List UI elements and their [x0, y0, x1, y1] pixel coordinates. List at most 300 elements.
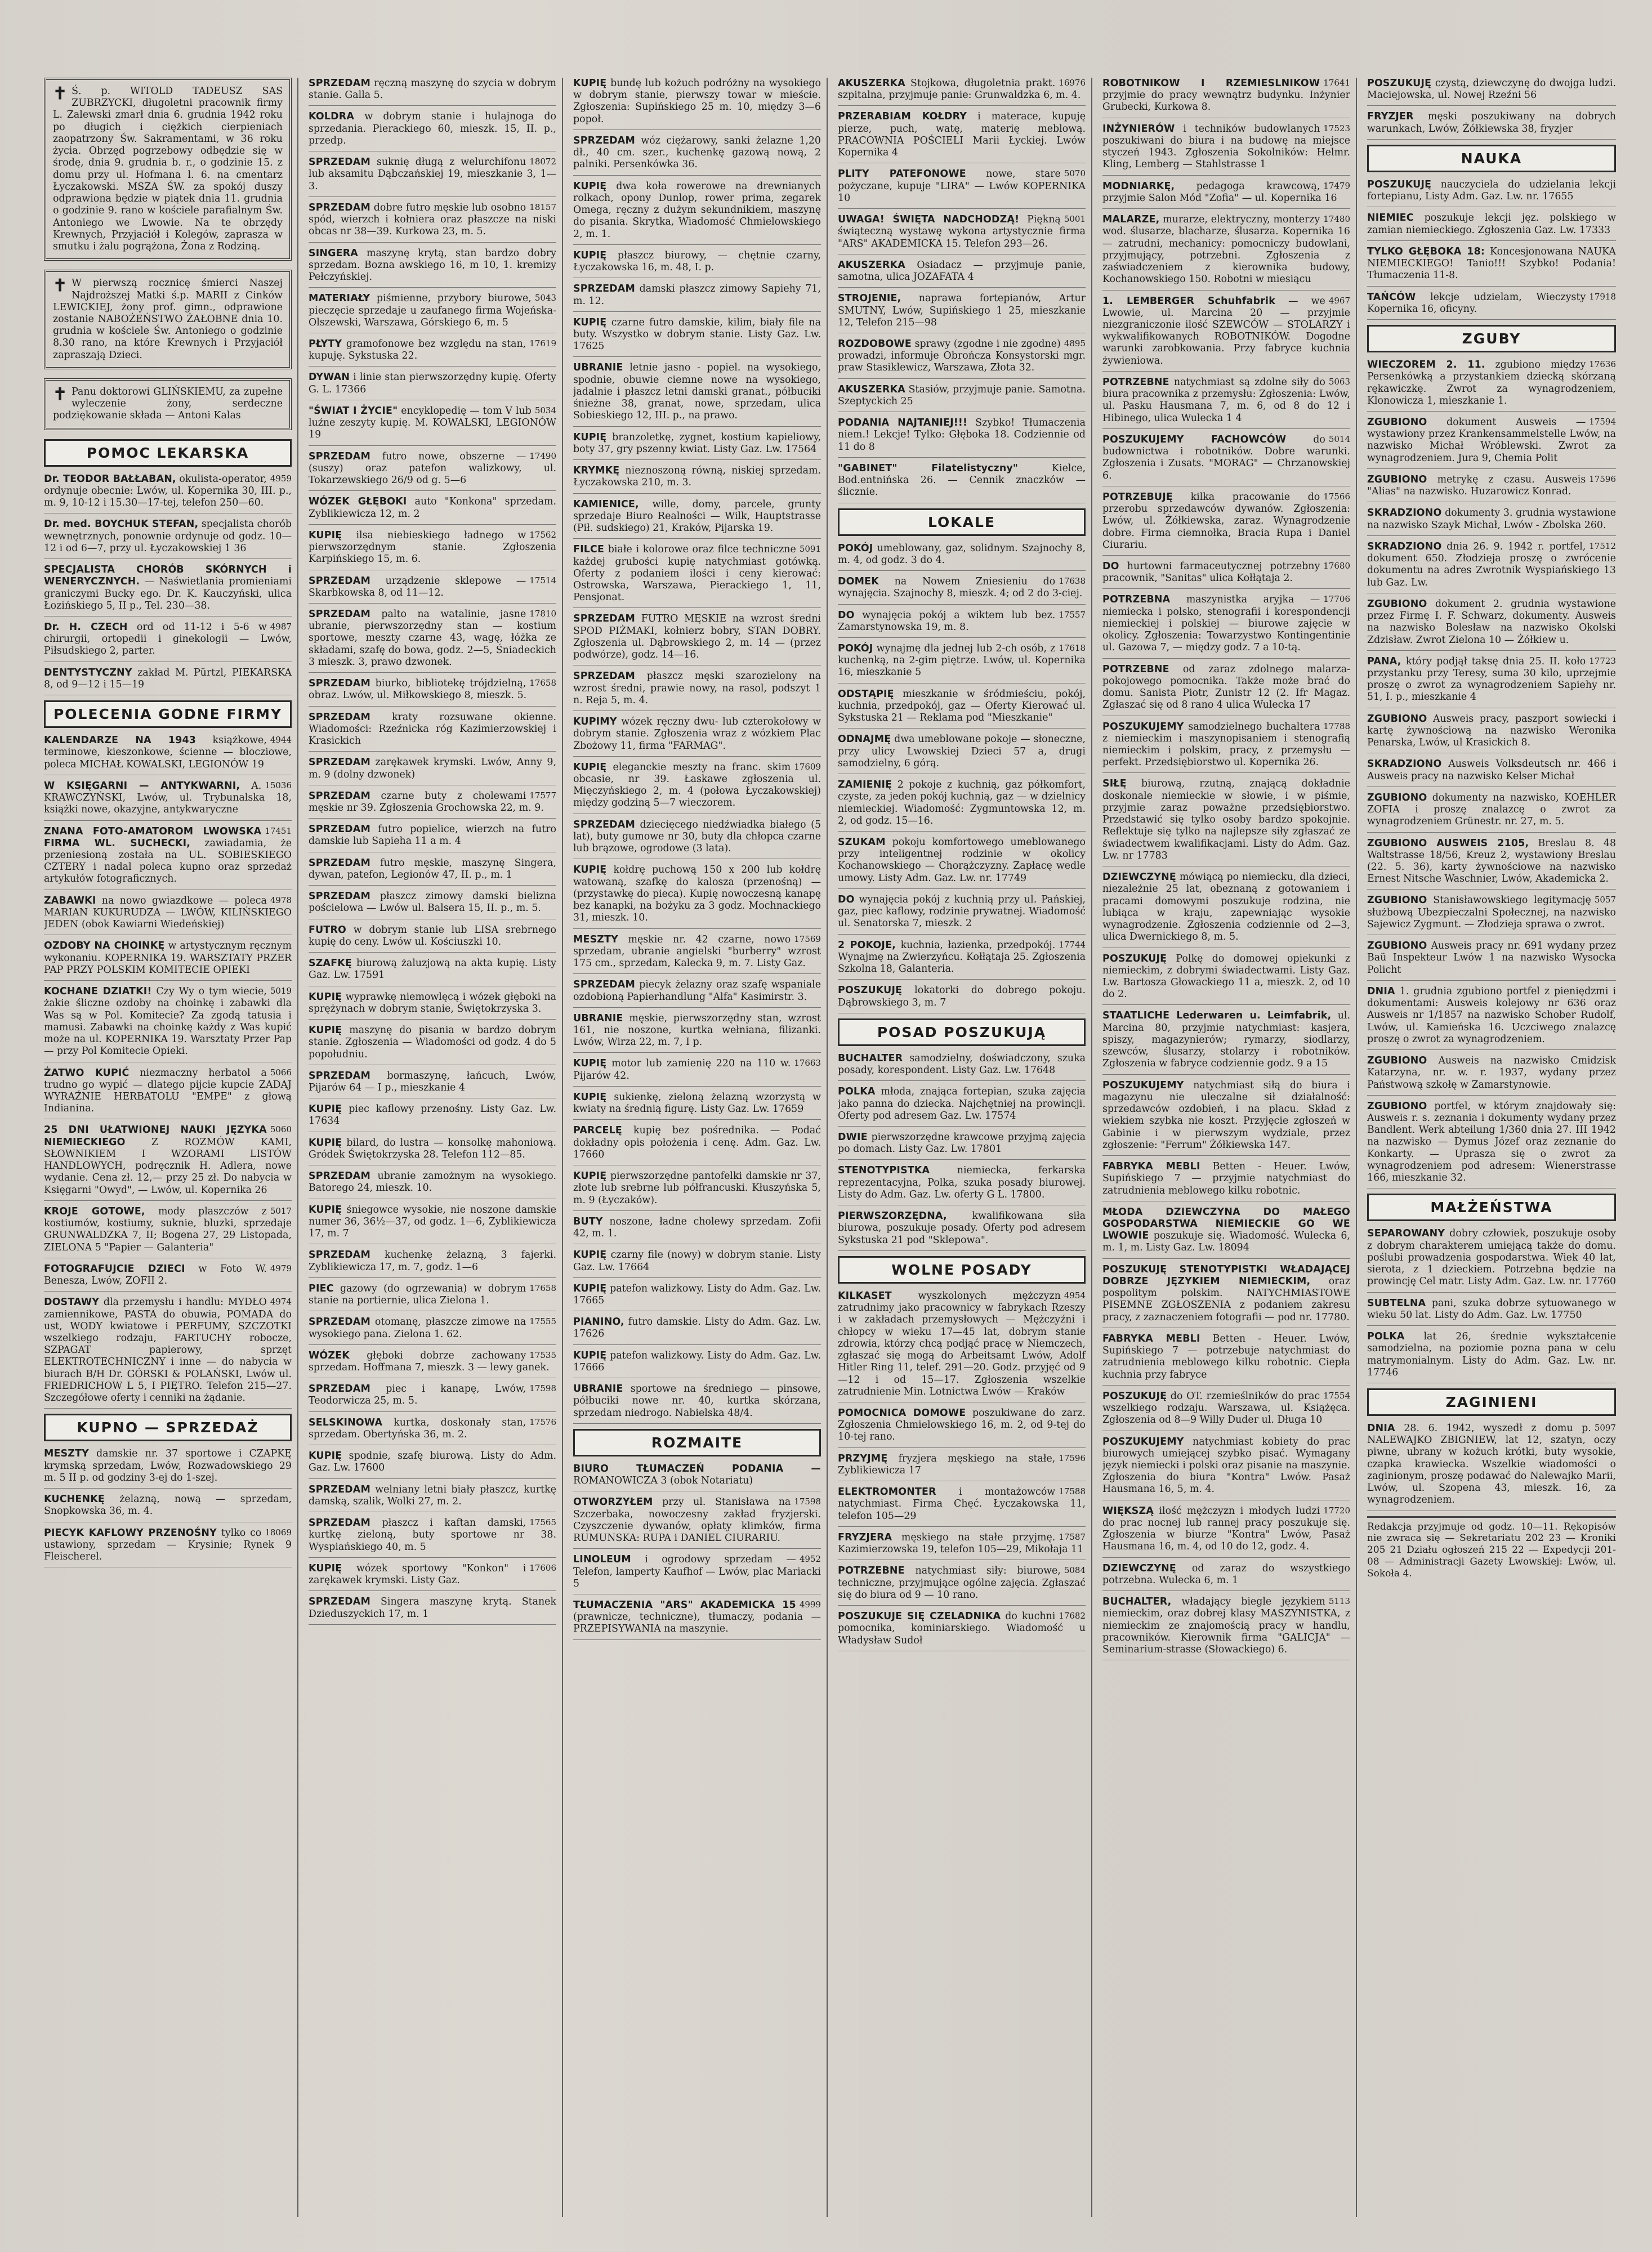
- classified-ad: [1367, 895, 1616, 935]
- classified-ad: [44, 1206, 292, 1258]
- ad-text: od zaraz do wszystkiego potrzebna. Wulecka 6, m. 1: [1102, 1562, 1350, 1586]
- ad-number: 17918: [1589, 291, 1616, 302]
- classified-ad: [838, 1565, 1086, 1606]
- ad-lead: ROZDOBOWE: [838, 338, 912, 350]
- ad-text: branzoletkę, zygnet, kostium kapieliowy, boty 37, gry pszenny kwiat. Listy Gaz. Lw. 17564: [573, 431, 821, 455]
- column-5: [1102, 78, 1357, 2217]
- ad-lead: FABRYKA MEBLI: [1102, 1161, 1200, 1173]
- ad-lead: POSZUKUJE SIĘ CZELADNIKA: [838, 1611, 1001, 1623]
- ad-lead: SPRZEDAM: [309, 711, 370, 723]
- classified-ad: [838, 293, 1086, 333]
- classified-ad: [1102, 1207, 1350, 1259]
- classified-ad: [838, 643, 1086, 683]
- classified-ad: [1102, 778, 1350, 866]
- ad-text: w artystycznym ręcznym wykonaniu. KOPERNIKA 19. WARSZTATY PRZER PAP PRZY POLSKIM KOMITECIE OPIEKI: [44, 940, 292, 976]
- ad-lead: KUPIĘ: [309, 1137, 342, 1149]
- ad-text: głęboki dobrze zachowany sprzedam. Hoffmana 7, mieszk. 3 — lewy ganek.: [309, 1350, 550, 1373]
- classified-ad: [1367, 598, 1616, 651]
- ad-text: wóz ciężarowy, sanki żelazne 1,20 dł., 40 cm. szer., kuchenkę gazową nową, 2 palniki. Persenkówka 36.: [573, 135, 821, 171]
- ad-text: nauczyciela do udzielania lekcji fortepianu, Listy Adm. Gaz. Lw. nr. 17655: [1367, 178, 1617, 203]
- ad-lead: SPRZEDAM: [573, 819, 635, 830]
- classified-ad: [309, 1283, 556, 1311]
- classified-ad: [1367, 292, 1616, 320]
- classified-ad: [309, 1070, 556, 1098]
- classified-ad: [838, 1086, 1086, 1127]
- ad-text: i montażowców natychmiast. Firma Chęć. Łyczakowska 11, telefon 105—29: [838, 1486, 1086, 1522]
- cross-icon: ✝: [53, 276, 68, 296]
- ad-lead: PIEC: [309, 1283, 334, 1294]
- classified-ad: [309, 202, 556, 243]
- ad-text: mówiącą po niemiecku, dla dzieci, niezależnie 25 lat, obeznaną z gotowaniem i pracami domowymi poszukuje rodzina, nie lubiąca w kraju, zapewniając wysokie wynagrodzenie. Zgłoszenia codziennie od 2—3, ulica Dwernickiego 8, m. 5.: [1102, 872, 1351, 943]
- ad-text: dokument Ausweis — wystawiony przez Krankensammelstelle Lwów, na nazwisko Michał Wróblewski. Zwrot za wynagrodzeniem. Jura 9, Chemia Polit: [1367, 416, 1616, 464]
- classified-ad: [573, 1350, 821, 1378]
- ad-lead: ZGUBIONO: [1367, 473, 1427, 485]
- ad-lead: POSZUKUJEMY: [1102, 721, 1184, 732]
- ad-lead: AKUSZERKA: [838, 383, 905, 395]
- ad-lead: ZAMIENIĘ: [838, 779, 892, 791]
- ad-lead: DWIE: [838, 1132, 868, 1143]
- ad-text: wynajęcia pokój a wiktem lub bez. Zamarstynowska 19, m. 8.: [838, 609, 1056, 633]
- ad-text: czarne buty z cholewami męskie nr 39. Zgłoszenia Grochowska 22, m. 9.: [309, 790, 544, 814]
- ad-lead: KILKASET: [838, 1290, 892, 1302]
- ad-text: i ogrodowy sprzedam — Telefon, lamperty Kaufhof — Lwów, plac Mariacki 5: [573, 1554, 821, 1589]
- ad-text: sukienkę, zieloną żelazną wzorzystą w kwiaty na średnią figurę. Listy Gaz. Lw. 17659: [573, 1091, 821, 1115]
- classified-ad: [573, 1383, 821, 1424]
- ad-number: 17636: [1589, 359, 1616, 370]
- ad-lead: SKRADZIONO: [1367, 507, 1442, 519]
- ad-lead: PIANINO,: [573, 1316, 624, 1328]
- ad-text: Szybko! Tłumaczenia niem.! Lekcje! Tylko: Głęboka 18. Codziennie od 11 do 8: [838, 417, 1086, 453]
- ad-lead: WIECZOREM 2. 11.: [1367, 359, 1485, 371]
- ad-lead: POSZUKUJĘ: [1102, 953, 1167, 964]
- ad-text: bilard, do lustra — konsolkę mahoniową. Gródek Świętokrzyska 28. Telefon 112—85.: [309, 1137, 556, 1160]
- classified-ad: [573, 762, 821, 814]
- ad-lead: KUPIĘ: [573, 78, 607, 89]
- ad-number: 17706: [1323, 594, 1350, 605]
- ad-text: ilość mężczyzn i młodych ludzi do prac nocnej lub rannej pracy poszukuje się. Zgłoszenia w biurze "Kontra" Lwów, Pasaż Hausmana 16, m. 4, od 10 do 12, godz. 4.: [1102, 1505, 1350, 1553]
- classified-ad: [1102, 1333, 1350, 1386]
- ad-lead: BUTY: [573, 1216, 603, 1227]
- classified-ad: [309, 1103, 556, 1132]
- ad-lead: SPRZEDAM: [309, 790, 370, 802]
- classified-ad: [1367, 78, 1616, 106]
- column-3: [573, 78, 828, 2217]
- ad-lead: ODSTĄPIĘ: [838, 688, 894, 700]
- ad-lead: KUPIĘ: [573, 1170, 607, 1182]
- obituary-zubrzycki: [44, 78, 292, 261]
- ad-number: 5063: [1328, 376, 1350, 387]
- classified-ad: [1102, 1596, 1350, 1660]
- ad-lead: SPRZEDAM: [309, 1070, 370, 1082]
- classified-ad: [309, 678, 556, 706]
- classified-ad: [1102, 1505, 1350, 1558]
- classified-ad: [1367, 246, 1616, 287]
- ad-lead: FRYZJER: [1367, 111, 1414, 123]
- classified-ad: [838, 168, 1086, 209]
- ad-number: 17658: [529, 1283, 556, 1293]
- ad-lead: PODANIA NAJTANIEJ!!!: [838, 417, 968, 429]
- ad-text: Betten - Heuer. Lwów, Supińskiego 7 — przyjmie natychmiast do zatrudnienia meblowego kilku robotnic.: [1102, 1161, 1350, 1196]
- ad-lead: SPRZEDAM: [309, 450, 370, 462]
- ad-text: białe i kolorowe oraz filce techniczne każdej grubości kupię natychmiast gotówką. Oferty z podaniem ilości i ceny kierować: Ostrowska, Warszawa, Pierackiego 1, 11, Pensjonat.: [573, 544, 821, 604]
- ad-lead: KUPIĘ: [573, 316, 607, 328]
- ad-lead: Dr. H. CZECH: [44, 621, 128, 633]
- ad-text: spodnie, szafę biurową. Listy do Adm. Gaz. Lw. 17600: [309, 1450, 556, 1474]
- ad-lead: POSZUKUJĘ: [1367, 78, 1432, 89]
- ad-lead: POSZUKUJĘ: [1367, 178, 1432, 190]
- ad-text: kilka pracowanie do przerobu sprzedawców dywanów. Zgłoszenia: Lwów, ul. Żółkiewska, zaraz. Wynagrodzenie dobre. Firma ciemnołka, Bracia Rupa i Daniel Ciurariu.: [1102, 491, 1350, 551]
- classified-ad: [838, 985, 1086, 1013]
- classified-ad: [309, 1350, 556, 1378]
- ad-lead: MALARZE,: [1102, 214, 1160, 226]
- ad-number: 5113: [1328, 1596, 1350, 1607]
- ad-number: 17562: [529, 529, 556, 540]
- ad-text: futro męskie, maszynę Singera, dywan, patefon, Legionów 47, II. p., m. 1: [309, 857, 556, 881]
- ad-text: bormaszynę, łańcuch, Lwów, Pijarów 64 — I p., mieszkanie 4: [309, 1070, 556, 1093]
- ad-number: 17682: [1059, 1611, 1086, 1621]
- ad-lead: KOLDRA: [309, 111, 355, 123]
- ad-lead: ODNAJMĘ: [838, 734, 891, 745]
- ad-text: władający biegle językiem niemieckim, oraz dobrej klasy MASZYNISTKA, z niemieckim ze znajomością pracy w handlu, pracowników. Kierownik firma "GALICJA" — Seminarium-strasse (Słowackiego) 6.: [1102, 1596, 1350, 1656]
- ad-text: Ausweis pracy nr. 691 wydany przez Baü Inspekteur Lwów 1 na nazwisko Wysocka Policht: [1367, 940, 1616, 976]
- ad-lead: ŻATWO KUPIĆ: [44, 1067, 130, 1079]
- ad-text: urządzenie sklepowe — Skarbkowska 8, od 11—12.: [309, 575, 526, 598]
- classified-ad: [1367, 359, 1616, 412]
- ad-number: 5091: [799, 544, 821, 555]
- ad-text: maszynę do pisania w bardzo dobrym stanie. Zgłoszenia — Wiadomości od godz. 4 do 5 popołudniu.: [309, 1025, 557, 1060]
- ad-text: eleganckie meszty na franc. skim obcasie, nr 39. Łaskawe zgłoszenia ul. Mięczyńskiego 2, m. 4 (połowa Łyczakowskiej) między godziną 5—7 wieczorem.: [573, 761, 821, 809]
- classified-ad: [1367, 111, 1616, 139]
- ad-number: 4987: [270, 621, 292, 632]
- ad-text: futro damskie. Listy do Adm. Gaz. Lw. 17626: [573, 1316, 821, 1340]
- classified-ad: [309, 338, 556, 367]
- ad-lead: FUTRO: [309, 924, 347, 936]
- ad-number: 5070: [1064, 168, 1086, 179]
- ad-lead: UBRANIE: [573, 1012, 623, 1024]
- column-4: [838, 78, 1092, 2217]
- ad-lead: DNIA: [1367, 1422, 1395, 1434]
- ad-text: biurową, rzutną, znającą dokładnie doskonale niemieckie w słowie, i w piśmie, przyjmie zaraz poważne przedsiębiorstwo. Przedstawić się tylko osoby bardzo spokojnie. Reflektuje się tylko na najlepsze siły zgłaszać ze świadectwem kwalifikacjami. Listy do Adm. Gaz. Lw. nr 17783: [1102, 778, 1350, 861]
- ad-text: Stanisławowskiego legitymację służbową Ubezpieczalni Społecznej, na nazwisko Sajewicz Zygmunt. — Złodzieja sprawa o zwrot.: [1367, 895, 1616, 930]
- ad-text: piśmienne, przybory biurowe, pieczęcie sprzedaje u zaufanego firma Wojeńska-Olszewski, Warszawa, Górskiego 6, m. 5: [309, 293, 556, 328]
- ad-text: zakład M. Pürtzl, PIEKARSKA 8, od 9—12 i 15—19: [44, 667, 292, 690]
- ad-lead: SPRZEDAM: [309, 202, 370, 213]
- classified-ad: [573, 432, 821, 460]
- ad-text: Singera maszynę krytą. Stanek Dzieduszyckich 17, m. 1: [309, 1596, 557, 1620]
- ad-text: przyjmie do pracy wewnątrz budynku. Inżynier Grubecki, Kurkowa 8.: [1102, 90, 1350, 113]
- ad-text: okulista-operator, ordynuje obecnie: Lwów, ul. Kopernika 30, III. p., m. 9, 10-12 i 15.30—17-tej, telefon 250—60.: [44, 473, 292, 509]
- ad-lead: STROJENIE,: [838, 293, 901, 305]
- ad-lead: TYLKO GŁĘBOKA 18:: [1367, 245, 1485, 257]
- classified-ad: [573, 135, 821, 176]
- classified-ad: [573, 1554, 821, 1594]
- heading-lokale: LOKALE: [838, 508, 1086, 536]
- ad-lead: STAATLICHE Lederwaren u. Leimfabrik,: [1102, 1010, 1332, 1022]
- ad-number: 4979: [270, 1263, 292, 1274]
- classified-ad: [44, 1448, 292, 1489]
- classified-ad: [573, 1496, 821, 1549]
- ad-text: nieznoszoną równą, niskiej sprzedam. Łyczakowska 210, m. 3.: [573, 465, 821, 489]
- classified-ad: [573, 1125, 821, 1165]
- ad-lead: KUPIĘ: [573, 1091, 607, 1103]
- ad-text: kwalifikowana siła biurowa, poszukuje posady. Oferty pod adresem Sykstuska 21 pod "Sklepowa".: [838, 1210, 1086, 1246]
- classified-ad: [838, 1165, 1086, 1205]
- ad-text: zgubiono między Persenkówką a przystankiem dziecką skórzaną rękawiczkę. Zwrot za wynagrodzeniem, Klonowicza 1, mieszkanie 1.: [1367, 359, 1616, 406]
- ad-lead: FRYZJERA: [838, 1531, 892, 1543]
- classified-ad: [838, 463, 1086, 503]
- classified-ad: [573, 613, 821, 665]
- ad-number: 17723: [1589, 655, 1616, 666]
- ad-lead: FABRYKA MEBLI: [1102, 1333, 1200, 1344]
- editorial-footer: Redakcja przyjmuje od godz. 10—11. Rękopisów nie zwraca się — Sekretariatu 202 23 — Kroniki 205 21 Działu ogłoszeń 215 22 — Expedycji 201-08 — Administracji Gazety Lwowskiej: Lwów, ul. Sokoła 4.: [1367, 1516, 1616, 1580]
- ad-lead: SZUKAM: [838, 837, 886, 848]
- classified-ad: [838, 214, 1086, 254]
- ad-text: dwa koła rowerowe na drewnianych rolkach, opony Dunlop, rower prima, zegarek Omega, ręczny z dużym sekundnikiem, maszynę do pisania. Skrytka, Wiadomość Chmielowskiego 2, m. 1.: [573, 180, 821, 240]
- ad-text: biurową żaluzjową na akta kupię. Listy Gaz. Lw. 17591: [309, 958, 556, 981]
- classified-ad: [1367, 940, 1616, 981]
- ad-number: 4959: [270, 473, 292, 484]
- heading-wolne-posady: WOLNE POSADY: [838, 1256, 1086, 1284]
- classified-ad: [1367, 179, 1616, 207]
- ad-lead: SPRZEDAM: [309, 1383, 370, 1395]
- ad-lead: SPRZEDAM: [309, 757, 370, 768]
- ad-text: dokument 2. grudnia wystawione przez Firmę I. F. Schwarz, dokumenty. Ausweis na nazwisko Bolesław na nazwisko Okolski Zdzisław. Zwrot Zielona 10 — Żółkiew u.: [1367, 598, 1616, 646]
- ad-number: 17720: [1323, 1505, 1350, 1516]
- ad-text: naprawa fortepianów, Artur SMUTNY, Lwów, Supińskiego 1 25, mieszkanie 12, Telefon 215—98: [838, 293, 1086, 328]
- classified-ad: [838, 1407, 1086, 1448]
- ad-lead: PRZERABIAM KOŁDRY: [838, 111, 967, 123]
- ad-number: 5017: [270, 1205, 292, 1216]
- ad-lead: LINOLEUM: [573, 1554, 631, 1566]
- classified-ad: [1367, 656, 1616, 708]
- ad-text: natychmiast kobiety do prac biurowych umiejącej szybko pisać. Wymagany język niemiecki i polski oraz pisanie na maszynie. Zgłoszenia do biura "Kontra" Lwów. Pasaż Hausmana 16, 5, m. 4.: [1102, 1436, 1351, 1495]
- ad-lead: PŁYTY: [309, 338, 342, 350]
- heading-kupno-sprzedaz: KUPNO — SPRZEDAŻ: [44, 1414, 292, 1441]
- classified-ad: [309, 372, 556, 400]
- ad-text: Polkę do domowej opiekunki z niemieckim, z dobrymi świadectwami. Listy Gaz. Lw. Bartosza Głowackiego 11 a, mieszk. 2, od 10 do 2.: [1102, 953, 1350, 1000]
- ad-text: ROMANOWICZA 3 (obok Notariatu): [573, 1475, 753, 1487]
- classified-ad: [1102, 434, 1350, 486]
- notice-text: W pierwszą rocznicę śmierci Naszej Najdroższej Matki ś.p. MARII z Cinków LEWICKIEJ, żony prof. gimn., odprawione zostanie NABOŻEŃSTWO ŻAŁOBNE dnia 10. grudnia w kościele Św. Antoniego o godzinie 8.30 rano, na które Krewnych i Przyjaciół zapraszają Dzieci.: [53, 278, 283, 361]
- heading-zguby: ZGUBY: [1367, 325, 1616, 352]
- classified-ad: [573, 1599, 821, 1640]
- ad-lead: POTRZEBNE: [838, 1565, 905, 1577]
- classified-ad: [309, 958, 556, 986]
- ad-number: 18157: [529, 202, 556, 212]
- ad-lead: INŻYNIERÓW: [1102, 123, 1175, 135]
- ad-lead: SUBTELNA: [1367, 1297, 1426, 1309]
- ad-text: pierwszorzędne pantofelki damskie nr 37, złote lub srebrne lub półfrancuski. Kłuszyńska 5, m. 9 (Łyczaków).: [573, 1170, 821, 1206]
- ad-lead: SPRZEDAM: [309, 1316, 370, 1328]
- ad-lead: KUPIĘ: [309, 1025, 342, 1036]
- classified-ad: [44, 1124, 292, 1200]
- classified-ad: [44, 826, 292, 890]
- ad-lead: BUCHALTER: [838, 1052, 903, 1064]
- ad-text: Kielce, Bod.entnińska 26. — Cennik znaczków — ślicznie.: [838, 462, 1086, 498]
- classified-ad: [1102, 872, 1350, 948]
- classified-ad: [44, 1527, 292, 1568]
- ad-lead: DOSTAWY: [44, 1297, 100, 1308]
- classified-ad: [838, 940, 1086, 980]
- ad-text: Koncesjonowana NAUKA NIEMIECKIEGO! Tanio!!! Szybko! Podania! Tłumaczenia 11-8.: [1367, 245, 1616, 282]
- ad-text: i linie stan pierwszorzędny kupię. Oferty G. L. 17366: [309, 372, 556, 395]
- ad-lead: SPRZEDAM: [309, 891, 370, 902]
- ad-number: 18069: [265, 1527, 292, 1538]
- ad-lead: KUPIĘ: [573, 180, 607, 192]
- classified-ad: [573, 1249, 821, 1277]
- ad-lead: KUPIMY: [573, 716, 617, 728]
- classified-ad: [1102, 78, 1350, 118]
- ad-number: 5043: [534, 293, 556, 303]
- ad-lead: DO: [838, 893, 855, 905]
- ad-number: 17577: [529, 790, 556, 801]
- ad-text: zawiadamia, że przeniesioną została na UL. SOBIESKIEGO CZTERY i nadal poleca kupno oraz sprzedaż artykułów fotograficznych.: [44, 837, 292, 885]
- ad-lead: KUPIĘ: [573, 1058, 607, 1070]
- ad-number: 17557: [1059, 609, 1086, 620]
- ad-text: męski poszukiwany na dobrych warunkach, Lwów, Żółkiewska 38, fryzjer: [1367, 111, 1616, 135]
- ad-text: męskie, pierwszorzędny stan, wzrost 161, nie noszone, kurtka wełniana, filizanki. Lwów, Wirza 22, m. 7, I p.: [573, 1012, 821, 1048]
- ad-number: 17569: [794, 933, 821, 944]
- ad-lead: SPRZEDAM: [309, 1517, 370, 1529]
- ad-text: młoda, znająca fortepian, szuka zajęcia jako panna do dziecka. Najchętniej na prowincji. Oferty pod adresem Gaz. Lw. 17574: [838, 1086, 1086, 1121]
- classified-ad: [44, 564, 292, 616]
- ad-lead: SPRZEDAM: [573, 979, 635, 991]
- ad-text: książkowe, terminowe, kieszonkowe, ścienne — blocziowe, poleca MICHAŁ KOWALSKI, LEGIONÓW 19: [44, 735, 292, 770]
- classified-ad: [573, 283, 821, 311]
- classified-ad: [838, 734, 1086, 774]
- ad-text: specjalista chorób wewnętrznych, ponownie ordynuje od godz. 10—12 i od 6—7, przy ul. Łyczakowskiej 1 36: [44, 519, 292, 554]
- ad-text: dwa umeblowane pokoje — słoneczne, przy ulicy Lwowskiej Dzieci 57 a, drugi samodzielny, 6 górą.: [838, 734, 1086, 769]
- ad-text: pani, szuka dobrze sytuowanego w wieku 50 lat. Listy do Adm. Gaz. Lw. 17750: [1367, 1297, 1616, 1321]
- heading-pomoc-lekarska: POMOC LEKARSKA: [44, 439, 292, 467]
- ad-lead: KUPIĘ: [573, 249, 607, 261]
- ad-text: do OT. rzemieślników do prac wszelkiego rodzaju. Warszawa, ul. Książęca. Zgłoszenia od 8—9 Willy Duder ul. Długa 10: [1102, 1390, 1350, 1426]
- column-1: [44, 78, 298, 2217]
- ad-lead: ZGUBIONO AUSWEIS 2105,: [1367, 837, 1529, 849]
- classified-ad: [1367, 507, 1616, 535]
- classified-ad: [573, 1216, 821, 1244]
- ad-text: sprawy (zgodne i nie zgodne) prowadzi, informuje Obrończa Konsystorski mgr. praw Stasiklewicz, Warszawa, Złota 32.: [838, 338, 1086, 374]
- ad-lead: NIEMIEC: [1367, 212, 1414, 224]
- ad-lead: DZIEWCZYNĘ: [1102, 872, 1176, 883]
- classified-ad: [1367, 212, 1616, 240]
- ad-text: noszone, ładne cholewy sprzedam. Zofii 42, m. 1.: [573, 1216, 821, 1240]
- classified-ad: [838, 417, 1086, 458]
- ad-lead: KUPIĘ: [309, 1450, 342, 1462]
- ad-text: Ausweis pracy, paszport sowiecki i kartę żywnościową na nazwisko Weronika Penarska, Lwów, ul Krasickich 8.: [1367, 713, 1616, 749]
- ad-lead: POTRZEBNA: [1102, 594, 1171, 606]
- classified-ad: [1367, 1101, 1616, 1189]
- classified-ad: [44, 473, 292, 514]
- ad-text: dnia 26. 9. 1942 r. portfel, dokument 650. Złodzieja proszę o zwrócenie dokumentu na adres Zwrotnik Wyspiańskiego 13 lub Gaz. Lw.: [1367, 540, 1616, 588]
- ad-lead: OTWORZYŁEM: [573, 1496, 653, 1508]
- classified-ad: [573, 716, 821, 757]
- classified-ad: [838, 1210, 1086, 1251]
- classified-ad: [309, 790, 556, 819]
- ad-lead: MATERIAŁY: [309, 293, 370, 305]
- ad-text: welniany letni biały płaszcz, kurtkę damską, szalik, Wolki 27, m. 2.: [309, 1484, 556, 1507]
- ad-text: futro nowe, obszerne — (suszy) oraz patefon walizkowy, ul. Tokarzewskiego 26/9 od g. 5—6: [309, 450, 556, 486]
- ad-text: encyklopedię — tom V lub luźne zeszyty kupię. M. KOWALSKI, LEGIONÓW 19: [309, 405, 556, 441]
- classified-ad: [309, 857, 556, 886]
- ad-lead: MESZTY: [573, 933, 618, 945]
- ad-number: 17566: [1323, 491, 1350, 502]
- ad-lead: KUPIĘ: [309, 529, 342, 541]
- ad-text: otomanę, płaszcze zimowe na wysokiego pana. Zielona 1. 62.: [309, 1316, 526, 1340]
- classified-ad: [309, 575, 556, 604]
- ad-number: 17512: [1589, 540, 1616, 551]
- heading-zaginieni: ZAGINIENI: [1367, 1388, 1616, 1416]
- classified-ad: [44, 940, 292, 981]
- classified-ad: [573, 544, 821, 608]
- classified-ad: [573, 934, 821, 975]
- ad-text: płaszcz zimowy damski bielizna pościelowa — Lwów ul. Balsera 15, II. p., m. 5.: [309, 891, 556, 914]
- ad-lead: SPRZEDAM: [309, 1484, 370, 1495]
- classified-ad: [44, 622, 292, 662]
- classified-ad: [1367, 1228, 1616, 1292]
- ad-text: patefon walizkowy. Listy do Adm. Gaz. Lw. 17665: [573, 1283, 821, 1306]
- ad-number: 17619: [529, 338, 556, 348]
- ad-text: poszukiwane do zarz. Zgłoszenia Chmielowskiego 16, m. 2, od 9-tej do 10-tej rano.: [838, 1407, 1086, 1443]
- ad-lead: SPRZEDAM: [309, 1596, 370, 1608]
- classified-ad: [573, 78, 821, 130]
- ad-text: Stasiów, przyjmuje panie. Samotna. Szeptyckich 25: [838, 383, 1086, 407]
- ad-text: Piękną świąteczną wystawę wykona artystycznie firma "ARS" AKADEMICKA 15. Telefon 293—26.: [838, 214, 1086, 249]
- ad-text: wózek ręczny dwu- lub czterokołowy w dobrym stanie. Zgłoszenia wraz z wózkiem Plac Zbożowy 11, firma "FARMAG".: [573, 716, 821, 752]
- classified-ad: [1102, 721, 1350, 774]
- classified-ad: [573, 864, 821, 928]
- ad-lead: ROBOTNIKÓW I RZEMIEŚLNIKÓW: [1102, 78, 1320, 89]
- ad-text: na Nowem Zniesieniu do wynajęcia. Szajnochy 8, mieszk. 4; od 2 do 3-ciej.: [838, 576, 1083, 600]
- ad-text: kraty rozsuwane okienne. Wiadomości: Rzeźnicka róg Kazimierzowskiej i Krasickich: [309, 711, 556, 747]
- ad-number: 17490: [529, 450, 556, 461]
- notice-text: Panu doktorowi GLIŃSKIEMU, za zupełne wyleczenie żony, serdeczne podziękowanie składa — Antoni Kalas: [53, 386, 283, 422]
- ad-text: dokumenty 3. grudnia wystawione na nazwisko Szayk Michał, Lwów - Zbolska 260.: [1367, 507, 1617, 531]
- ad-text: natychmiast siłą do biura i magazynu nie uleczalne sił działalność: sprzedawców ozdobień, i na placu. Skład z wiekiem szybka nie koszt. Przyjęcie zgłoszeń w Gabinie i w pierwszym wydziale, przez zgłoszenie: "Ferrum" Żółkiewska 147.: [1102, 1079, 1350, 1151]
- ad-lead: SPRZEDAM: [309, 1170, 370, 1182]
- thanks-glinski: [44, 378, 292, 430]
- ad-number: 17451: [265, 825, 292, 836]
- classified-ad: [309, 157, 556, 197]
- ad-lead: BIURO TŁUMACZEŃ PODANIA —: [573, 1463, 821, 1474]
- classified-ad: [309, 712, 556, 752]
- ad-text: poszukuje lekcji jęz. polskiego w zamian niemieckiego. Zgłoszenia Gaz. Lw. 17333: [1367, 212, 1616, 236]
- ad-lead: KUCHENKĘ: [44, 1494, 105, 1505]
- columns-container: [44, 78, 1643, 2217]
- classified-ad: [573, 362, 821, 426]
- ad-lead: KUPIĘ: [309, 1103, 342, 1115]
- classified-ad: [309, 757, 556, 785]
- ad-text: tylko co ustawiony, sprzedam — Krysinie; Rynek 9 Fleischerel.: [44, 1527, 292, 1563]
- ad-lead: MODNIARKĘ,: [1102, 180, 1175, 192]
- ad-text: Breslau 8. 48 Waltstrasse 18/56, Kreuz 2, wystawiony Breslau (22. 5. 36), karty żywnościowe na nazwisko Ernest Nitsche Waschnier, Lwów, Akademicka 2.: [1367, 837, 1617, 885]
- classified-ad: [1102, 181, 1350, 209]
- ad-text: ręczną maszynę do szycia w dobrym stanie. Galla 5.: [309, 78, 556, 101]
- ad-lead: KUPIĘ: [573, 864, 607, 876]
- ad-lead: WIĘKSZĄ: [1102, 1505, 1154, 1517]
- ad-text: wynajmę dla jednej lub 2-ch osób, z kuchenką, na 2-gim piętrze. Lwów, ul. Kopernika 16, mieszkanie 5: [838, 642, 1086, 678]
- ad-text: kurtka, doskonały stan, sprzedam. Obertyńska 36, m. 2.: [309, 1417, 526, 1440]
- ad-lead: SKRADZIONO: [1367, 540, 1442, 552]
- ad-text: Z ROZMÓW KAMI, SŁOWNIKIEM I WZORAMI LISTÓW HANDLOWYCH, podręcznik H. Adlera, nowe wydanie. Cena zł. 12,— przy 25 zł. Do nabycia w Księgarni "Owyd", — Lwów, ul. Kopernika 26: [44, 1136, 292, 1196]
- classified-ad: [838, 1132, 1086, 1160]
- ad-text: letnie jasno - popiel. na wysokiego, spodnie, obuwie ciemne nowe na wysokiego, jadalnie i płaszcz letni damski granat., półbuciki śnieżne 38, granat, nowe, sprzedam, ulica Sobieskiego 12, III. p., na prawo.: [573, 362, 821, 422]
- ad-text: Stojkowa, długoletnia prakt. szpitalna, przyjmuje panie: Grunwaldzka 6, m. 4.: [838, 78, 1081, 101]
- ad-lead: DYWAN: [309, 372, 350, 383]
- ad-number: 4999: [799, 1599, 821, 1610]
- ad-text: dobre futro męskie lub osobno spód, wierzch i kołniera oraz płaszcze na niski obcas nr 38—39. Kurkowa 23, m. 5.: [309, 202, 556, 238]
- ad-lead: WÓZEK: [309, 1350, 350, 1361]
